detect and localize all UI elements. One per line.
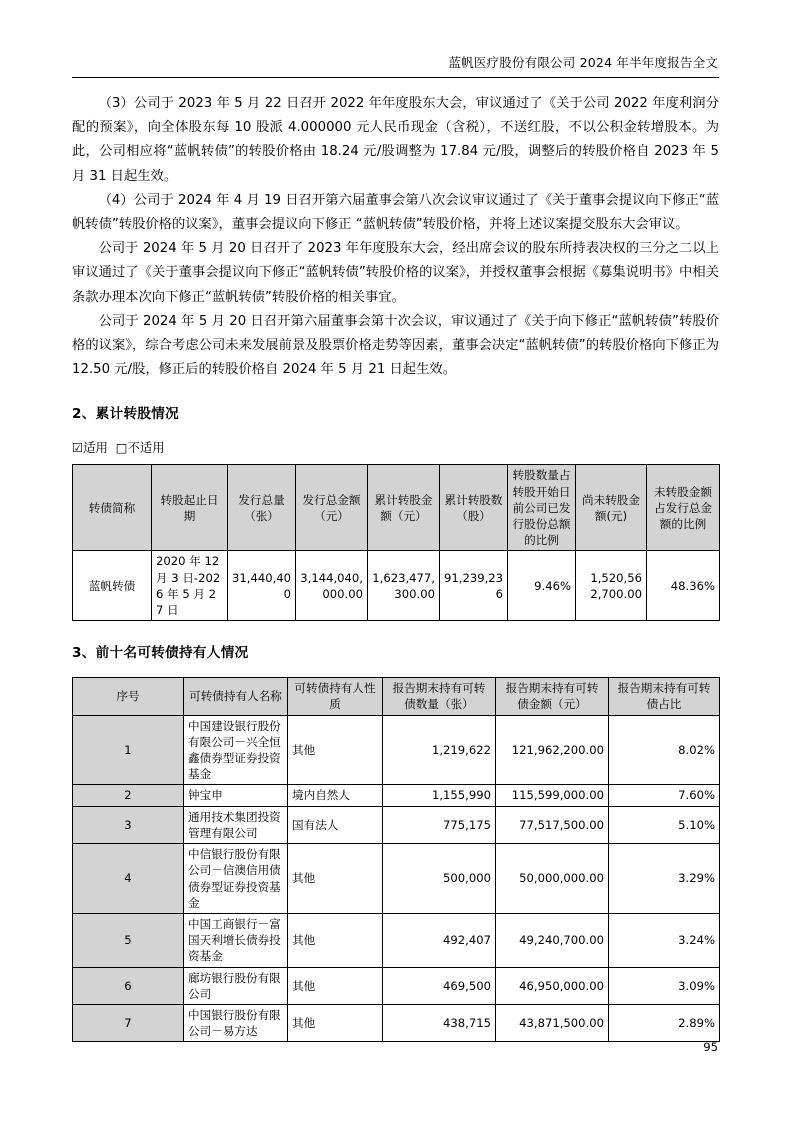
checkbox-applicable-checked[interactable]: ☑ — [72, 440, 84, 456]
cell-amount: 49,240,700.00 — [496, 913, 609, 967]
cell-amount: 77,517,500.00 — [496, 806, 609, 843]
cell-amount: 46,950,000.00 — [496, 967, 609, 1004]
cell-holder-type: 其他 — [288, 913, 383, 967]
page-content — [72, 92, 719, 1042]
table-row — [73, 551, 720, 621]
cell-ratio: 8.02% — [609, 715, 720, 785]
cell-holder-type: 其他 — [288, 844, 383, 914]
col-issue-volume: 发行总量（张） — [228, 465, 296, 551]
cell-holder-name: 通用技术集团投资管理有限公司 — [184, 806, 288, 843]
cell-amount: 50,000,000.00 — [496, 844, 609, 914]
col-ratio: 报告期末持有可转债占比 — [609, 678, 720, 715]
table-header-row — [73, 465, 720, 551]
cell-bond-name: 蓝帆转债 — [73, 551, 152, 621]
cell-unconverted-ratio: 48.36% — [647, 551, 720, 621]
cell-conversion-period: 2020 年 12 月 3 日-2026 年 5 月 27 日 — [152, 551, 228, 621]
col-converted-share-ratio: 转股数量占转股开始日前公司已发行股份总额的比例 — [508, 465, 576, 551]
cell-quantity: 492,407 — [383, 913, 496, 967]
paragraph-3: （3）公司于 2023 年 5 月 22 日召开 2022 年年度股东大会，审议通过了《关于公司 2022 年度利润分配的预案》，向全体股东每 10 股派 4.000000 元人民币现金（含税），不送红股，不以公积金转增股本。为此，公司相应将“蓝帆转债”的转股价格由 18.24 元/股调整为 17.84 元/股，调整后的转股价格自 2023 年 5 月 31 日起生效。 — [72, 96, 719, 184]
cell-index: 1 — [73, 715, 184, 785]
page-number: 95 — [703, 1040, 718, 1054]
cell-ratio: 2.89% — [609, 1004, 720, 1041]
cell-index: 5 — [73, 913, 184, 967]
cell-quantity: 1,219,622 — [383, 715, 496, 785]
cell-index: 3 — [73, 806, 184, 843]
cell-holder-name: 中国建设银行股份有限公司－兴全恒鑫债券型证券投资基金 — [184, 715, 288, 785]
cell-holder-name: 中国工商银行－富国天利增长债券投资基金 — [184, 913, 288, 967]
section-heading-top-holders: 3、前十名可转债持有人情况 — [72, 645, 249, 662]
cell-ratio: 3.24% — [609, 913, 720, 967]
applicability-line — [72, 440, 719, 456]
cell-ratio: 7.60% — [609, 785, 720, 806]
cell-issue-volume: 31,440,400 — [228, 551, 296, 621]
col-amount: 报告期末持有可转债金额（元） — [496, 678, 609, 715]
cell-quantity: 1,155,990 — [383, 785, 496, 806]
section-heading-cumulative-conversion: 2、累计转股情况 — [72, 406, 180, 423]
cell-holder-type: 其他 — [288, 1004, 383, 1041]
col-issue-amount: 发行总金额（元） — [296, 465, 368, 551]
cell-index: 6 — [73, 967, 184, 1004]
cell-quantity: 469,500 — [383, 967, 496, 1004]
cell-ratio: 5.10% — [609, 806, 720, 843]
cell-holder-name: 钟宝申 — [184, 785, 288, 806]
table-header-row — [73, 678, 720, 715]
cell-holder-name: 中国银行股份有限公司－易方达 — [184, 1004, 288, 1041]
table-row — [73, 715, 720, 785]
col-quantity: 报告期末持有可转债数量（张） — [383, 678, 496, 715]
table-row — [73, 913, 720, 967]
col-conversion-period: 转股起止日期 — [152, 465, 228, 551]
cell-issue-amount: 3,144,040,000.00 — [296, 551, 368, 621]
cell-cumulative-converted-amount: 1,623,477,300.00 — [368, 551, 440, 621]
cell-index: 2 — [73, 785, 184, 806]
col-unconverted-amount: 尚未转股金额(元) — [576, 465, 647, 551]
cell-holder-name: 中信银行股份有限公司－信澳信用债债券型证券投资基金 — [184, 844, 288, 914]
cumulative-conversion-table — [72, 464, 720, 621]
table-row — [73, 844, 720, 914]
table-row — [73, 785, 720, 806]
col-holder-name: 可转债持有人名称 — [184, 678, 288, 715]
cell-quantity: 775,175 — [383, 806, 496, 843]
col-unconverted-ratio: 未转股金额占发行总金额的比例 — [647, 465, 720, 551]
col-holder-type: 可转债持有人性质 — [288, 678, 383, 715]
label-not-applicable: 不适用 — [127, 440, 165, 456]
col-bond-name: 转债简称 — [73, 465, 152, 551]
cell-holder-type: 其他 — [288, 967, 383, 1004]
cell-cumulative-converted-shares: 91,239,236 — [440, 551, 508, 621]
cell-index: 4 — [73, 844, 184, 914]
running-header: 蓝帆医疗股份有限公司 2024 年半年度报告全文 — [448, 55, 718, 70]
cell-converted-share-ratio: 9.46% — [508, 551, 576, 621]
cell-amount: 43,871,500.00 — [496, 1004, 609, 1041]
paragraph-board-meeting: 公司于 2024 年 5 月 20 日召开第六届董事会第十次会议，审议通过了《关于向下修正“蓝帆转债”转股价格的议案》，综合考虑公司未来发展前景及股票价格走势等因素，董事会决定“蓝帆转债”的转股价格向下修正为 12.50 元/股，修正后的转股价格自 2024 年 5 月 21 日起生效。 — [72, 313, 719, 378]
cell-ratio: 3.09% — [609, 967, 720, 1004]
paragraph-shareholder-meeting: 公司于 2024 年 5 月 20 日召开了 2023 年年度股东大会，经出席会议的股东所持表决权的三分之二以上审议通过了《关于董事会提议向下修正“蓝帆转债”转股价格的议案》，并授权董事会根据《募集说明书》中相关条款办理本次向下修正“蓝帆转债”转股价格的相关事宜。 — [72, 241, 719, 305]
col-cumulative-converted-amount: 累计转股金额（元） — [368, 465, 440, 551]
cell-holder-name: 廊坊银行股份有限公司 — [184, 967, 288, 1004]
table-row — [73, 967, 720, 1004]
cell-amount: 115,599,000.00 — [496, 785, 609, 806]
cell-holder-type: 其他 — [288, 715, 383, 785]
cell-holder-type: 国有法人 — [288, 806, 383, 843]
cell-index: 7 — [73, 1004, 184, 1041]
cell-ratio: 3.29% — [609, 844, 720, 914]
col-index: 序号 — [73, 678, 184, 715]
cell-amount: 121,962,200.00 — [496, 715, 609, 785]
header-divider — [72, 77, 719, 78]
paragraph-4: （4）公司于 2024 年 4 月 19 日召开第六届董事会第八次会议审议通过了《关于董事会提议向下修正“蓝帆转债”转股价格的议案》，董事会提议向下修正 “蓝帆转债”转股价格，并将上述议案提交股东大会审议。 — [72, 192, 719, 233]
cell-holder-type: 境内自然人 — [288, 785, 383, 806]
col-cumulative-converted-shares: 累计转股数（股） — [440, 465, 508, 551]
table-row — [73, 1004, 720, 1041]
label-applicable: 适用 — [83, 440, 108, 456]
cell-quantity: 500,000 — [383, 844, 496, 914]
cell-unconverted-amount: 1,520,562,700.00 — [576, 551, 647, 621]
checkbox-not-applicable[interactable]: □ — [115, 440, 128, 456]
cell-quantity: 438,715 — [383, 1004, 496, 1041]
table-row — [73, 806, 720, 843]
top-holders-table — [72, 677, 720, 1042]
